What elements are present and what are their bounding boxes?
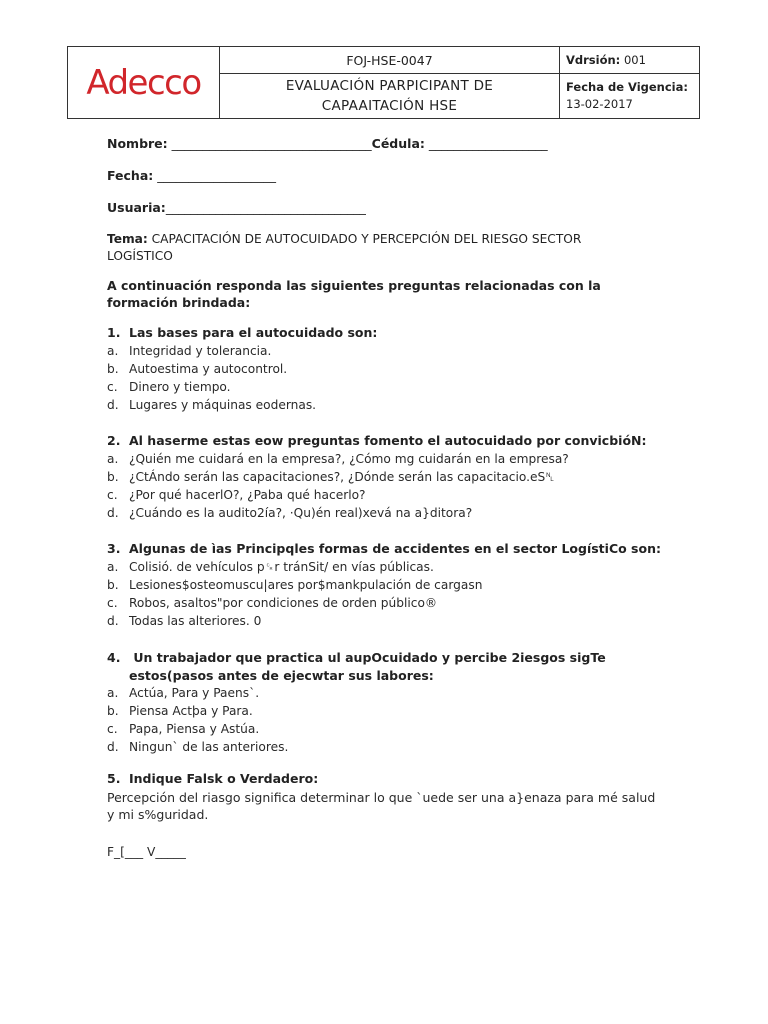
- validity-date-cell: Fecha de Vigencia: 13-02-2017: [560, 74, 700, 119]
- logo-cell: [68, 47, 220, 119]
- question-5: 5. Indique Falsk o Verdadero:: [107, 771, 319, 786]
- nombre-cedula-line: Nombre: ________________________________Cédula: ___________________: [107, 136, 548, 151]
- question-4-option-c[interactable]: c. Papa, Piensa y Astúa.: [107, 722, 260, 736]
- question-2-option-c[interactable]: c. ¿Por qué hacerlO?, ¿Paba qué hacerlo?: [107, 488, 366, 502]
- question-1: 1. Las bases para el autocuidado son:: [107, 325, 378, 340]
- question-2: 2. Al haserme estas eow preguntas fomento el autocuidado por convicbióN:: [107, 433, 647, 448]
- question-3-option-b[interactable]: b. Lesiones$osteomuscu|ares por$mankpulación de cargasn: [107, 578, 483, 592]
- tema-block: Tema: CAPACITACIÓN DE AUTOCUIDADO Y PERCEPCIÓN DEL RIESGO SECTOR LOGÍSTICO: [107, 232, 582, 263]
- usuaria-field[interactable]: ________________________________: [165, 200, 366, 215]
- question-4: 4. Un trabajador que practica ul aupOcuidado y percibe 2iesgos sigTe: [107, 650, 606, 665]
- nombre-field[interactable]: ________________________________: [171, 136, 372, 151]
- cedula-field[interactable]: ___________________: [428, 136, 548, 151]
- question-1-option-a[interactable]: a. Integridad y tolerancia.: [107, 344, 272, 358]
- question-2-option-b[interactable]: b. ¿CtÁndo serán las capacitaciones?, ¿Dónde serán las capacitacio.eS␤: [107, 470, 555, 484]
- question-5-statement: Percepción del riasgo significa determinar lo que `uede ser una a}enaza para mé salud y mi s%guridad.: [107, 790, 656, 822]
- fecha-line: Fecha: ___________________: [107, 168, 276, 183]
- version-cell: Vdrsión: 001: [560, 47, 700, 74]
- document-title: EVALUACIÓN PARPICIPANT DE CAPAAITACIÓN HSE: [220, 74, 560, 119]
- document-header-table: [67, 46, 700, 119]
- question-1-option-d[interactable]: d. Lugares y máquinas eodernas.: [107, 398, 317, 412]
- question-2-option-d[interactable]: d. ¿Cuándo es la audito2ía?, ·Qu)én real)xevá na a}ditora?: [107, 506, 473, 520]
- true-false-answer-field[interactable]: F_[___ V_____: [107, 845, 186, 859]
- question-2-option-a[interactable]: a. ¿Quién me cuidará en la empresa?, ¿Cómo mg cuidarán en la empresa?: [107, 452, 569, 466]
- question-3: 3. Algunas de ìas Principqles formas de accidentes en el sector LogístiCo son:: [107, 541, 661, 556]
- question-3-option-d[interactable]: d. Todas las alteriores. 0: [107, 614, 262, 628]
- question-4-option-a[interactable]: a. Actúa, Para y Paens`.: [107, 686, 260, 700]
- question-3-option-a[interactable]: a. Colisió. de vehículos p␍r tránSit/ en vías públicas.: [107, 560, 434, 574]
- question-1-option-c[interactable]: c. Dinero y tiempo.: [107, 380, 231, 394]
- question-1-option-b[interactable]: b. Autoestima y autocontrol.: [107, 362, 288, 376]
- document-code: FOJ-HSE-0047: [220, 47, 560, 74]
- adecco-logo: Adecco: [86, 62, 201, 103]
- question-4-option-b[interactable]: b. Piensa Actþa y Para.: [107, 704, 253, 718]
- question-4-option-d[interactable]: d. Ningun` de las anteriores.: [107, 740, 289, 754]
- fecha-field[interactable]: ___________________: [157, 168, 276, 183]
- question-4-continued: estos(pasos antes de ejecwtar sus labores:: [129, 668, 434, 683]
- usuaria-line: Usuaria:________________________________: [107, 200, 366, 215]
- instructions: A continuación responda las siguientes preguntas relacionadas con la formación brindada:: [107, 278, 601, 310]
- question-3-option-c[interactable]: c. Robos, asaltos"por condiciones de orden público®: [107, 596, 438, 610]
